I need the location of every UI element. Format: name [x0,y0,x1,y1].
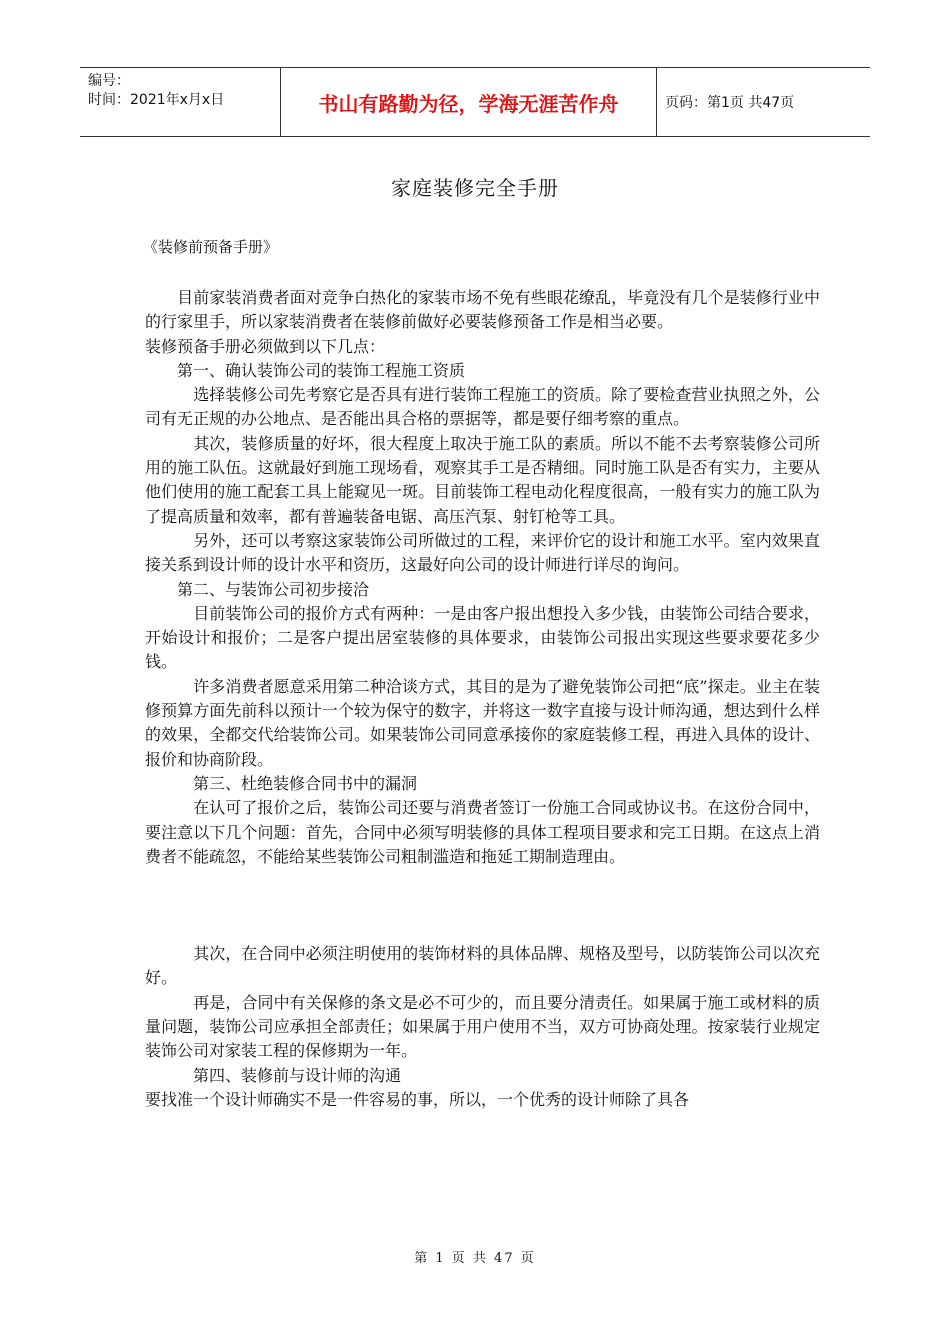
paragraph: 在认可了报价之后，装饰公司还要与消费者签订一份施工合同或协议书。在这份合同中，要注意以下几个问题：首先，合同中必须写明装修的具体工程项目要求和完工日期。在这点上消费者不能疏忽，不能给某些装饰公司粗制滥造和拖延工期制造理由。 [145,798,820,866]
paragraph: 另外，还可以考察这家装饰公司所做过的工程，来评价它的设计和施工水平。室内效果直接关系到设计师的设计水平和资历，这最好向公司的设计师进行详尽的询问。 [145,530,820,575]
doc-number-label: 编号： [88,73,130,89]
paragraph: 要找准一个设计师确实不是一件容易的事，所以，一个优秀的设计师除了具各 [145,1089,690,1109]
paragraph: 选择装修公司先考察它是否具有进行装饰工程施工的资质。除了要检查营业执照之外，公司有无正规的办公地点、是否能出具合格的票据等，都是要仔细考察的重点。 [145,385,820,429]
paragraph: 目前装饰公司的报价方式有两种：一是由客户报出想投入多少钱，由装饰公司结合要求，开始设计和报价；二是客户提出居室装修的具体要求，由装饰公司报出实现这些要求要花多少钱。 [145,603,820,672]
section-heading: 第一、确认装饰公司的装饰工程施工资质 [145,360,466,380]
header-meta-cell [80,68,280,136]
paragraph: 许多消费者愿意采用第二种洽谈方式，其目的是为了避免装饰公司把“底”探走。业主在装修预算方面先前科以预计一个较为保守的数字，并将这一数字直接与设计师沟通，想达到什么样的效果，全都交代给装饰公司。如果装饰公司同意承接你的家庭装修工程，再进入具体的设计、报价和协商阶段。 [145,676,820,769]
paragraph: 其次，在合同中必须注明使用的装饰材料的具体品牌、规格及型号，以防装饰公司以次充好。 [145,944,820,988]
document-body [145,286,820,1112]
section-heading: 第四、装修前与设计师的沟通 [145,1065,402,1085]
paragraph: 装修预备手册必须做到以下几点： [145,336,386,356]
header-motto: 书山有路勤为径，学海无涯苦作舟 [280,68,657,136]
paragraph-gap [145,869,820,942]
doc-date-label: 时间：2021年x月x日 [88,92,225,108]
section-subtitle: 《装修前预备手册》 [143,238,279,256]
section-heading: 第二、与装饰公司初步接洽 [145,579,370,599]
paragraph: 目前家装消费者面对竞争白热化的家装市场不免有些眼花缭乱，毕竟没有几个是装修行业中的行家里手，所以家装消费者在装修前做好必要装修预备工作是相当必要。 [145,288,820,332]
section-heading: 第三、杜绝装修合同书中的漏洞 [145,773,418,793]
document-title: 家庭装修完全手册 [391,176,559,200]
paragraph: 再是，合同中有关保修的条文是必不可少的，而且要分清责任。如果属于施工或材料的质量问题，装饰公司应承担全部责任；如果属于用户使用不当，双方可协商处理。按家装行业规定装饰公司对家装工程的保修期为一年。 [145,992,820,1061]
paragraph: 其次，装修质量的好坏，很大程度上取决于施工队的素质。所以不能不去考察装修公司所用的施工队伍。这就最好到施工现场看，观察其手工是否精细。同时施工队是否有实力，主要从他们使用的施工配套工具上能窥见一斑。目前装饰工程电动化程度很高，一般有实力的施工队为了提高质量和效率，都有普遍装备电锯、高压汽泵、射钉枪等工具。 [145,433,820,526]
header-page-info: 页码：第1页 共47页 [665,95,795,111]
header-table [80,67,870,137]
page-footer: 第 1 页 共 47 页 [414,1251,536,1266]
